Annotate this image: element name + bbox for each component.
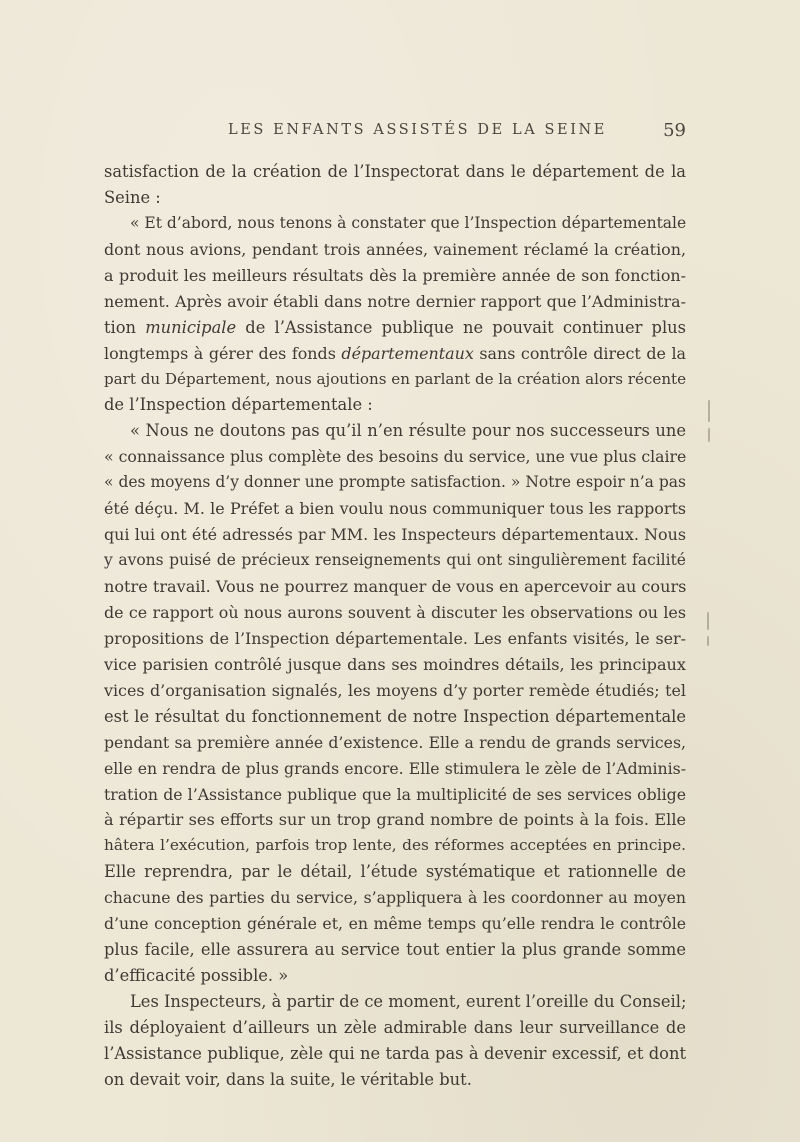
- emphasis: départementaux: [341, 343, 474, 363]
- text-line: y avons puisé de précieux renseignements qui ont singulièrement facilité: [104, 551, 686, 570]
- text-line: l’Assistance publique, zèle qui ne tarda pas à devenir excessif, et dont: [104, 1043, 686, 1063]
- text-line: « des moyens d’y donner une prompte satisfaction. » Notre espoir n’a pas: [104, 473, 686, 492]
- text-line: part du Département, nous ajoutions en parlant de la création alors récente: [104, 369, 687, 388]
- text-line: à répartir ses efforts sur un trop grand nombre de points à la fois. Elle: [104, 810, 686, 830]
- text-line: a produit les meilleurs résultats dès la première année de son fonction-: [104, 265, 686, 285]
- text-line: « Et d’abord, nous tenons à constater que l’Inspection départementale: [130, 213, 687, 232]
- text-line: on devait voir, dans la suite, le véritable but.: [104, 1069, 472, 1089]
- margin-mark: [707, 612, 709, 630]
- running-head: [104, 120, 686, 144]
- page-number: 59: [663, 120, 686, 141]
- text-line: tration de l’Assistance publique que la multiplicité de ses services oblige: [104, 784, 686, 804]
- text-line: propositions de l’Inspection départementale. Les enfants visités, le ser-: [104, 628, 686, 648]
- text-line: « Nous ne doutons pas qu’il n’en résulte pour nos successeurs une: [130, 421, 686, 441]
- text-line: vices d’organisation signalés, les moyens d’y porter remède étudiés; tel: [104, 680, 686, 700]
- text-line: « connaissance plus complète des besoins du service, une vue plus claire: [104, 447, 687, 467]
- text-line: Elle reprendra, par le détail, l’étude systématique et rationnelle de: [104, 862, 686, 882]
- margin-mark: [707, 636, 709, 646]
- text-line: ils déployaient d’ailleurs un zèle admirable dans leur surveillance de: [104, 1017, 686, 1037]
- text-line: nement. Après avoir établi dans notre dernier rapport que l’Administra-: [104, 291, 686, 311]
- text-line: Les Inspecteurs, à partir de ce moment, eurent l’oreille du Conseil;: [130, 992, 687, 1011]
- text-line: longtemps à gérer des fonds départementaux sans contrôle direct de la: [104, 343, 687, 363]
- text-line: plus facile, elle assurera au service tout entier la plus grande somme: [104, 940, 686, 960]
- margin-mark: [708, 428, 710, 442]
- text-line: d’une conception générale et, en même temps qu’elle rendra le contrôle: [104, 914, 686, 934]
- text-line: été déçu. M. le Préfet a bien voulu nous communiquer tous les rapports: [104, 499, 686, 519]
- running-title: LES ENFANTS ASSISTÉS DE LA SEINE: [228, 122, 607, 138]
- text-line: dont nous avions, pendant trois années, vainement réclamé la création,: [104, 239, 686, 259]
- margin-mark: [708, 400, 710, 422]
- text-line: Seine :: [104, 187, 161, 207]
- text-line: chacune des parties du service, s’appliquera à les coordonner au moyen: [104, 888, 686, 908]
- text-line: elle en rendra de plus grands encore. Elle stimulera le zèle de l’Adminis-: [104, 758, 686, 778]
- text-line: qui lui ont été adressés par MM. les Inspecteurs départementaux. Nous: [104, 525, 686, 545]
- text-line: notre travail. Vous ne pourrez manquer de vous en apercevoir au cours: [104, 577, 687, 596]
- text-line: vice parisien contrôlé jusque dans ses moindres détails, les principaux: [104, 654, 686, 674]
- text-line: pendant sa première année d’existence. Elle a rendu de grands services,: [104, 732, 686, 752]
- emphasis: municipale: [145, 317, 237, 337]
- text-line: de l’Inspection départementale :: [104, 395, 373, 415]
- text-line: d’efficacité possible. »: [104, 966, 289, 986]
- text-line: tion municipale de l’Assistance publique ne pouvait continuer plus: [104, 317, 686, 337]
- text-line: de ce rapport où nous aurons souvent à discuter les observations ou les: [104, 602, 686, 622]
- text-line: hâtera l’exécution, parfois trop lente, des réformes acceptées en principe.: [104, 836, 686, 855]
- text-line: est le résultat du fonctionnement de notre Inspection départementale: [104, 706, 686, 726]
- text-line: satisfaction de la création de l’Inspectorat dans le département de la: [104, 162, 686, 181]
- body-text: [104, 159, 686, 1093]
